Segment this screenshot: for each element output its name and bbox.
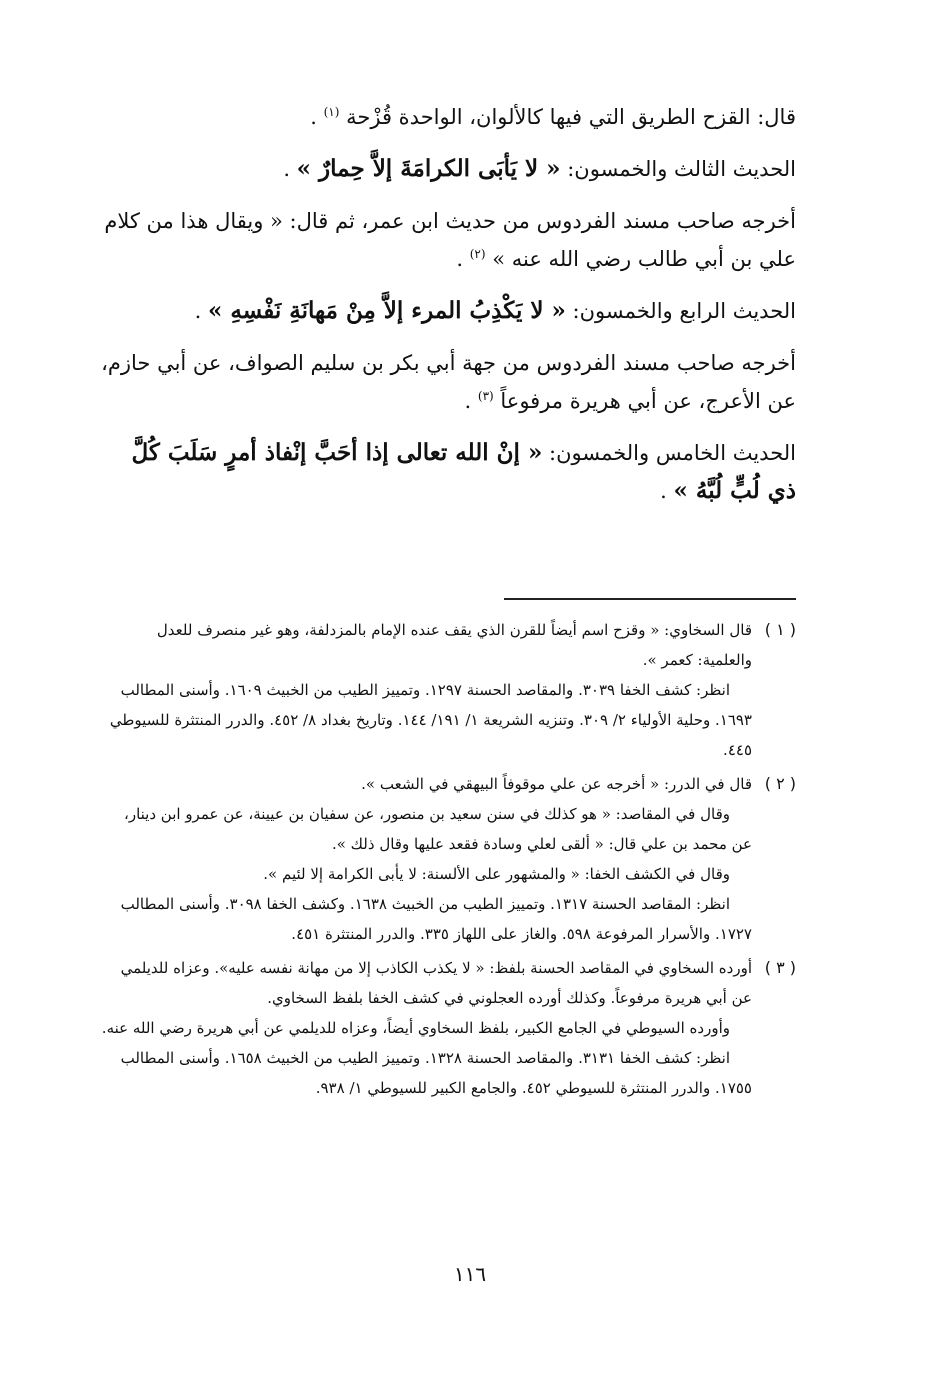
punct: . (660, 479, 674, 503)
footnote-paragraph: وقال في الكشف الخفا: « والمشهور على الألسنة: لا يأبى الكرامة إلا لئيم ». (263, 865, 730, 883)
punct: . (310, 105, 317, 129)
footnote-paragraph: وأورده السيوطي في الجامع الكبير، بلفظ السخاوي أيضاً، وعزاه للديلمي عن أبي هريرة رضي الله عنه. (101, 1019, 730, 1037)
hadith-heading: الحديث الرابع والخمسون: (565, 299, 796, 323)
paragraph (100, 98, 796, 136)
footnote-paragraph: قال في الدرر: « أخرجه عن علي موقوفاً البيهقي في الشعب ». (361, 775, 752, 793)
footnote-3 (100, 953, 796, 1103)
footnote-2 (100, 769, 796, 949)
footnote-number: ( ١ ) (764, 620, 796, 639)
footnote-ref: (١) (323, 105, 340, 119)
footnote-paragraph: أورده السخاوي في المقاصد الحسنة بلفظ: « لا يكذب الكاذب إلا من مهانة نفسه عليه». وعزاه للديلمي عن أبي هريرة مرفوعاً. وكذلك أورده العجلوني في كشف الخفا بلفظ السخاوي. (120, 959, 752, 1007)
paragraph-text: أخرجه صاحب مسند الفردوس من جهة أبي بكر بن سليم الصواف، عن أبي حازم، عن الأعرج، عن أبي هريرة مرفوعاً (101, 351, 796, 413)
hadith-53 (100, 150, 796, 188)
paragraph (100, 344, 796, 420)
paragraph-text: أخرجه صاحب مسند الفردوس من حديث ابن عمر، ثم قال: « ويقال هذا من كلام علي بن أبي طالب رضي الله عنه » (104, 209, 796, 271)
punct: . (194, 299, 209, 323)
main-text (100, 98, 796, 510)
footnote-paragraph: وقال في المقاصد: « هو كذلك في سنن سعيد بن منصور، عن سفيان بن عيينة، عن عمرو ابن دينار، عن محمد بن علي قال: « ألقى لعلي وسادة فقعد عليها وقال ذلك ». (123, 805, 752, 853)
footnote-paragraph: انظر: كشف الخفا ٣١٣١. والمقاصد الحسنة ١٣٢٨. وتمييز الطيب من الخبيث ١٦٥٨. وأسنى المطالب ١٧٥٥. والدرر المنتثرة للسيوطي ٤٥٢. والجامع الكبير للسيوطي ١/ ٩٣٨. (120, 1049, 752, 1097)
footnote-ref: (٢) (469, 247, 486, 261)
footnote-number: ( ٢ ) (764, 774, 796, 793)
footnote-paragraph: انظر: كشف الخفا ٣٠٣٩. والمقاصد الحسنة ١٢٩٧. وتمييز الطيب من الخبيث ١٦٠٩. وأسنى المطالب ١٦٩٣. وحلية الأولياء ٢/ ٣٠٩. وتنزيه الشريعة ١/ ١٩١/ ١٤٤. وتاريخ بغداد ٨/ ٤٥٢. والدرر المنتثرة للسيوطي ٤٤٥. (109, 681, 752, 759)
footnotes (100, 615, 796, 1103)
hadith-text: « لا يَأبَى الكرامَةَ إلاَّ حِمارٌ » (296, 155, 561, 182)
footnote-number: ( ٣ ) (764, 958, 796, 977)
punct: . (456, 247, 464, 271)
paragraph (100, 202, 796, 278)
punct: . (464, 389, 472, 413)
hadith-text: « لا يَكْذِبُ المرء إلاَّ مِنْ مَهانَةِ نَفْسِهِ » (208, 297, 566, 324)
hadith-text: « إنْ الله تعالى إذا أحَبَّ إنْفاذ أمرٍ سَلَبَ كُلَّ ذي لُبٍّ لُبَّهُ » (131, 439, 796, 504)
punct: . (283, 157, 297, 181)
hadith-heading: الحديث الخامس والخمسون: (542, 441, 796, 465)
footnote-divider (504, 598, 796, 600)
hadith-heading: الحديث الثالث والخمسون: (560, 157, 796, 181)
hadith-55 (100, 434, 796, 510)
footnote-ref: (٣) (477, 389, 494, 403)
page-number: ١١٦ (453, 1262, 487, 1286)
footnote-paragraph: انظر: المقاصد الحسنة ١٣١٧. وتمييز الطيب من الخبيث ١٦٣٨. وكشف الخفا ٣٠٩٨. وأسنى المطالب ١٧٢٧. والأسرار المرفوعة ٥٩٨. والغاز على اللهاز ٣٣٥. والدرر المنتثرة ٤٥١. (120, 895, 752, 943)
paragraph-text: قال: القزح الطريق التي فيها كالألوان، الواحدة قُزْحة (346, 105, 796, 129)
hadith-54 (100, 292, 796, 330)
footnote-1 (100, 615, 796, 765)
footnote-paragraph: قال السخاوي: « وقزح اسم أيضاً للقرن الذي يقف عنده الإمام بالمزدلفة، وهو غير منصرف للعدل والعلمية: كعمر ». (156, 621, 752, 669)
